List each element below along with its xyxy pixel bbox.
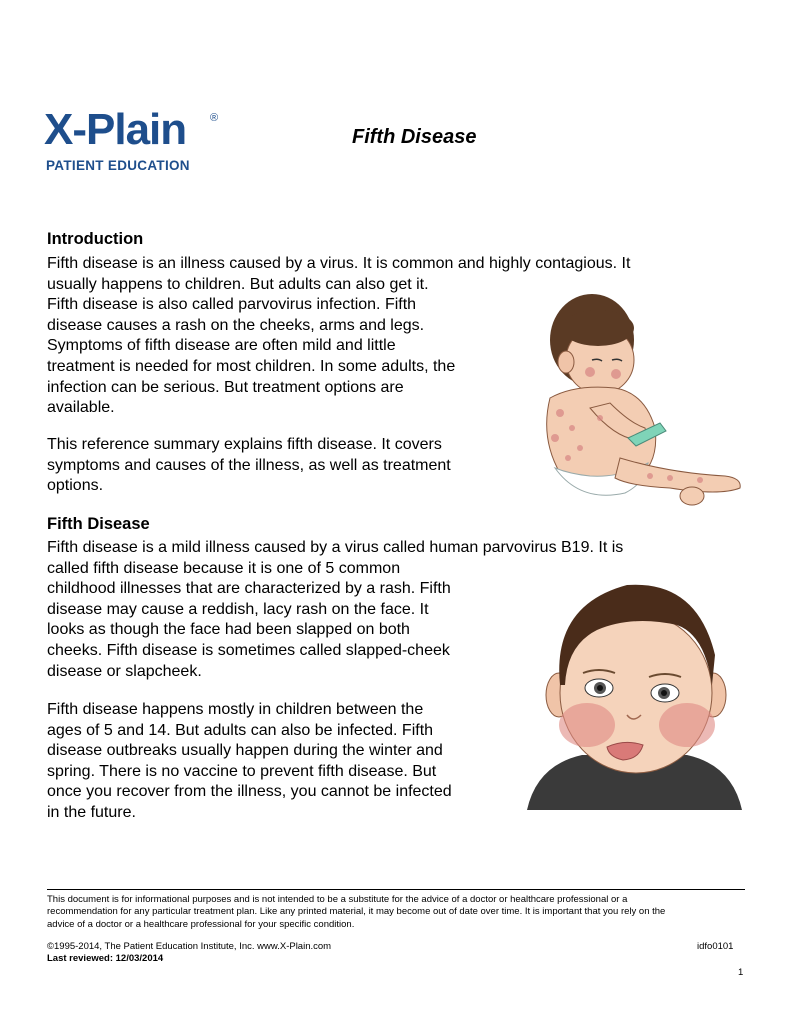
text-line: cheeks. Fifth disease is sometimes called slapped-cheek bbox=[47, 641, 450, 659]
text-line: called fifth disease because it is one of 5 common bbox=[47, 559, 401, 577]
document-title: Fifth Disease bbox=[352, 126, 477, 148]
text-line: Fifth disease happens mostly in children between the bbox=[47, 701, 424, 718]
footer-doc-id: idfo0101 bbox=[697, 941, 734, 952]
disclaimer-line: advice of a doctor or a healthcare professional for your specific condition. bbox=[47, 918, 355, 930]
text-line: disease outbreaks usually happen during the winter and bbox=[47, 742, 443, 760]
page-number: 1 bbox=[738, 967, 744, 978]
text-line: symptoms and causes of the illness, as well as treatment bbox=[47, 456, 451, 474]
footer-divider bbox=[47, 889, 745, 890]
text-line: disease or slapcheek. bbox=[47, 662, 202, 680]
text-line: in the future. bbox=[47, 803, 136, 821]
baby-with-rash-illustration bbox=[520, 288, 745, 518]
text-line: options. bbox=[47, 477, 104, 495]
disclaimer-line: recommendation for any particular treatment plan. Like any printed material, it may become out of date over time. It is important that you rely on the bbox=[47, 906, 666, 918]
section-heading-fifth-disease: Fifth Disease bbox=[47, 515, 150, 533]
text-line: spring. There is no vaccine to prevent fifth disease. But bbox=[47, 762, 437, 780]
text-line: Symptoms of fifth disease are often mild and little bbox=[47, 337, 396, 355]
text-line: available. bbox=[47, 399, 115, 417]
intro-paragraph-2 bbox=[47, 435, 451, 497]
text-line: Fifth disease is an illness caused by a virus. It is common and highly contagious. It bbox=[47, 255, 631, 272]
logo-brand: X-Plain bbox=[44, 105, 187, 154]
fifth-disease-paragraph-2 bbox=[47, 700, 452, 824]
baby-face-slapped-cheek-illustration bbox=[527, 575, 745, 810]
text-line: childhood illnesses that are characterized by a rash. Fifth bbox=[47, 580, 451, 598]
footer-disclaimer bbox=[47, 894, 745, 931]
x-plain-logo bbox=[44, 100, 224, 180]
logo-registered-mark: ® bbox=[210, 112, 219, 124]
footer-copyright: ©1995-2014, The Patient Education Institute, Inc. www.X-Plain.com bbox=[47, 941, 332, 952]
text-line: infection can be serious. But treatment options are bbox=[47, 378, 404, 396]
text-line: Fifth disease is also called parvovirus infection. Fifth bbox=[47, 296, 417, 314]
text-line: usually happens to children. But adults can also get it. bbox=[47, 275, 429, 293]
text-line: treatment is needed for most children. In some adults, the bbox=[47, 357, 456, 375]
text-line: disease causes a rash on the cheeks, arms and legs. bbox=[47, 316, 425, 334]
text-line: disease may cause a reddish, lacy rash on the face. It bbox=[47, 600, 429, 618]
text-line: ages of 5 and 14. But adults can also be infected. Fifth bbox=[47, 721, 434, 739]
disclaimer-line: This document is for informational purposes and is not intended to be a substitute for the advice of a doctor or healthcare professional or a bbox=[47, 894, 628, 905]
text-line: This reference summary explains fifth disease. It covers bbox=[47, 436, 442, 453]
logo-tagline: PATIENT EDUCATION bbox=[46, 158, 190, 173]
text-line: once you recover from the illness, you cannot be infected bbox=[47, 783, 452, 801]
text-line: looks as though the face had been slapped on both bbox=[47, 621, 410, 639]
section-heading-introduction: Introduction bbox=[47, 230, 144, 248]
text-line: Fifth disease is a mild illness caused by a virus called human parvovirus B19. It is bbox=[47, 539, 624, 556]
footer-last-reviewed: Last reviewed: 12/03/2014 bbox=[47, 953, 164, 964]
